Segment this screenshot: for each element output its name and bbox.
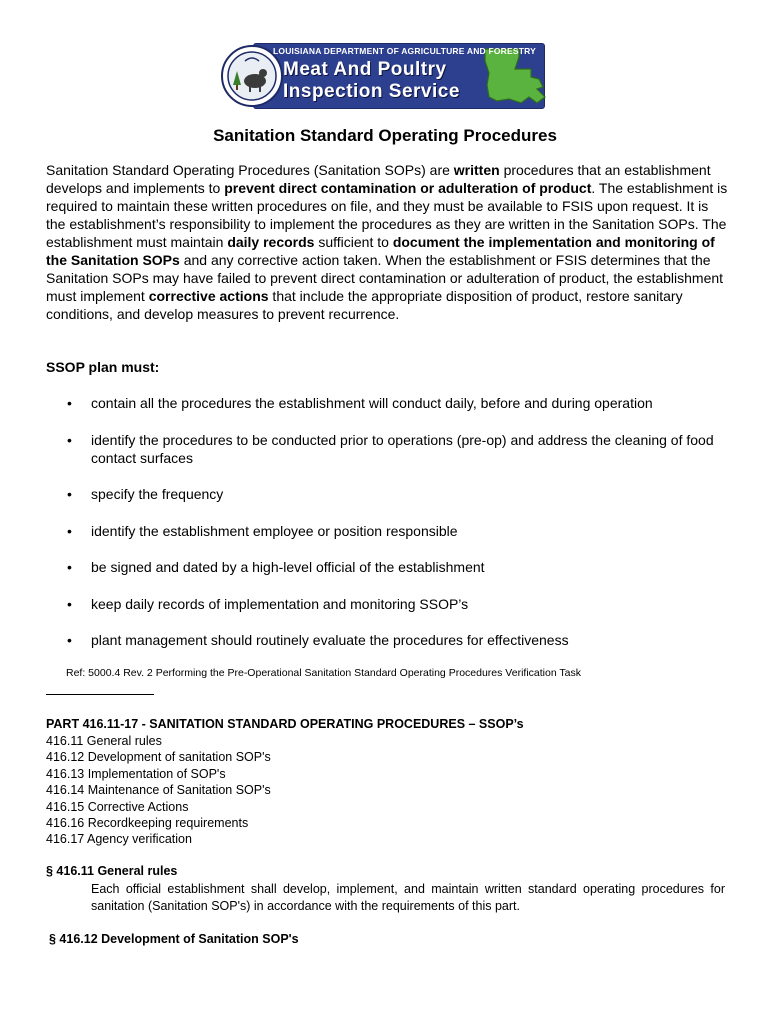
logo-title-line1: Meat And Poultry (283, 59, 447, 80)
list-item: 416.15 Corrective Actions (46, 799, 189, 814)
list-item: • contain all the procedures the establishment will conduct daily, before and during operation (46, 394, 730, 412)
list-item: 416.17 Agency verification (46, 832, 192, 847)
reference-note: Ref: 5000.4 Rev. 2 Performing the Pre-Operational Sanitation Standard Operating Procedures Verification Task (66, 667, 581, 679)
intro-text-1: Sanitation Standard Operating Procedures (Sanitation SOPs) are (46, 162, 454, 178)
logo-department-name: LOUISIANA DEPARTMENT OF AGRICULTURE AND FORESTRY (273, 46, 537, 56)
list-item: 416.12 Development of sanitation SOP's (46, 750, 271, 765)
intro-bold-prevent: prevent direct contamination or adulteration of product (224, 180, 592, 196)
list-item: • identify the procedures to be conducted prior to operations (pre-op) and address the cleaning of food contact surfaces (46, 431, 730, 467)
list-item: 416.11 General rules (46, 734, 162, 748)
intro-bold-daily-records: daily records (227, 234, 315, 250)
intro-bold-corrective-actions: corrective actions (148, 288, 269, 304)
mpis-logo (221, 43, 551, 109)
list-item: • specify the frequency (46, 485, 730, 503)
intro-text-6: that include the appropriate disposition of product, restore sanitary conditions, and develop measures to prevent recurrence. (46, 288, 683, 322)
intro-text-5: and any corrective action taken. When the establishment or FSIS determines that the Sanitation SOPs may have failed to prevent direct contamination or adulteration of product, the establishment must implement (46, 252, 724, 304)
list-item: 416.14 Maintenance of Sanitation SOP's (46, 783, 271, 798)
footnote-divider (46, 694, 154, 695)
part-contents-list (46, 733, 271, 848)
list-item: 416.16 Recordkeeping requirements (46, 816, 249, 831)
intro-paragraph (46, 161, 730, 323)
list-item: • plant management should routinely evaluate the procedures for effectiveness (46, 631, 730, 649)
ssop-plan-list (46, 394, 730, 668)
section-416-11-heading: § 416.11 General rules (46, 864, 178, 878)
logo-title-line2: Inspection Service (283, 81, 460, 102)
intro-text-2: procedures that an establishment develops and implements to (46, 162, 711, 196)
intro-text-4: sufficient to (314, 234, 393, 250)
intro-text-3: . The establishment is required to maintain these written procedures on file, and they must be available to FSIS upon request. It is the establishment’s responsibility to implement the procedures as they are written in the Sanitation SOPs. The establishment must maintain (46, 180, 728, 250)
list-item: • identify the establishment employee or position responsible (46, 522, 730, 540)
section-416-11-body: Each official establishment shall develop, implement, and maintain written standard operating procedures for sanitation (Sanitation SOP's) in accordance with the requirements of this part. (91, 882, 725, 913)
list-item: • keep daily records of implementation and monitoring SSOP’s (46, 595, 730, 613)
part-heading: PART 416.11-17 - SANITATION STANDARD OPERATING PROCEDURES – SSOP’s (46, 717, 524, 731)
ssop-plan-heading: SSOP plan must: (46, 359, 160, 375)
intro-bold-written: written (453, 162, 500, 178)
list-item: 416.13 Implementation of SOP's (46, 766, 226, 781)
list-item: • be signed and dated by a high-level official of the establishment (46, 558, 730, 576)
intro-bold-document: document the implementation and monitoring of the Sanitation SOPs (46, 234, 715, 268)
section-416-12-heading: § 416.12 Development of Sanitation SOP's (49, 932, 299, 946)
page-title: Sanitation Standard Operating Procedures (213, 126, 557, 145)
